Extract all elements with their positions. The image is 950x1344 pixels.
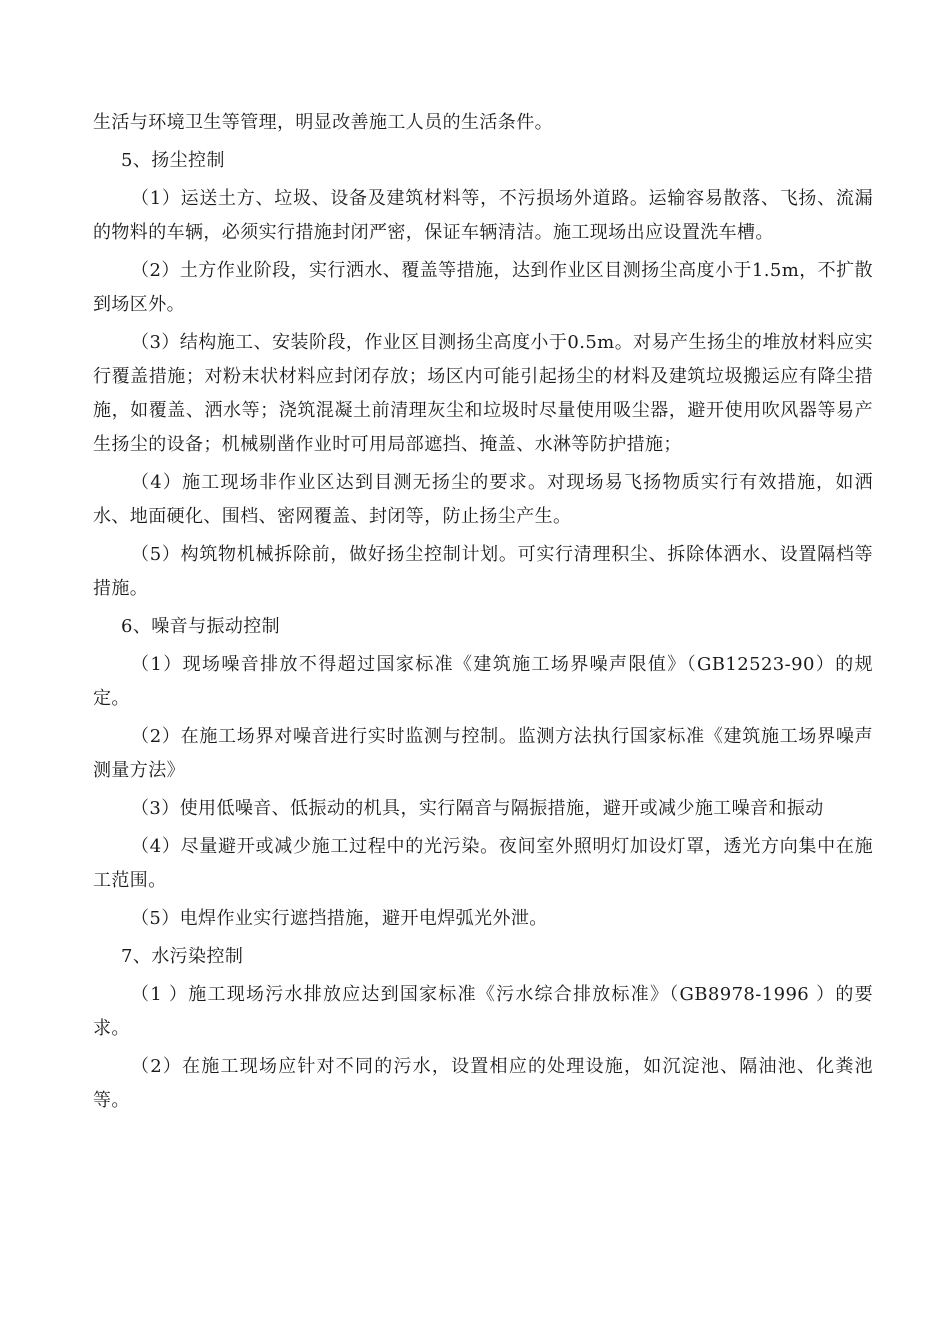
paragraph-dust-5: （5）构筑物机械拆除前，做好扬尘控制计划。可实行清理积尘、拆除体洒水、设置隔档等措施。 <box>93 544 873 599</box>
document-page <box>93 106 873 1122</box>
paragraph-noise-4: （4）尽量避开或减少施工过程中的光污染。夜间室外照明灯加设灯罩，透光方向集中在施工范围。 <box>93 836 873 891</box>
paragraph-dust-2: （2）土方作业阶段，实行洒水、覆盖等措施，达到作业区目测扬尘高度小于1.5m，不扩散到场区外。 <box>93 260 873 315</box>
paragraph-water-2: （2）在施工现场应针对不同的污水，设置相应的处理设施，如沉淀池、隔油池、化粪池等。 <box>93 1056 873 1111</box>
section-heading-noise-control: 6、噪音与振动控制 <box>121 616 281 637</box>
paragraph-noise-1: （1）现场噪音排放不得超过国家标准《建筑施工场界噪声限值》（GB12523-90）的规定。 <box>93 654 873 709</box>
paragraph-intro: 生活与环境卫生等管理，明显改善施工人员的生活条件。 <box>93 112 553 133</box>
paragraph-noise-3: （3）使用低噪音、低振动的机具，实行隔音与隔振措施，避开或减少施工噪音和振动 <box>131 798 824 819</box>
paragraph-dust-3: （3）结构施工、安装阶段，作业区目测扬尘高度小于0.5m。对易产生扬尘的堆放材料应实行覆盖措施；对粉末状材料应封闭存放；场区内可能引起扬尘的材料及建筑垃圾搬运应有降尘措施，如覆盖、洒水等；浇筑混凝土前清理灰尘和垃圾时尽量使用吸尘器，避开使用吹风器等易产生扬尘的设备；机械剔凿作业时可用局部遮挡、掩盖、水淋等防护措施； <box>93 332 873 455</box>
paragraph-noise-2: （2）在施工场界对噪音进行实时监测与控制。监测方法执行国家标准《建筑施工场界噪声测量方法》 <box>93 726 873 781</box>
paragraph-noise-5: （5）电焊作业实行遮挡措施，避开电焊弧光外泄。 <box>131 908 548 929</box>
section-heading-water-control: 7、水污染控制 <box>121 946 244 967</box>
paragraph-dust-1: （1）运送土方、垃圾、设备及建筑材料等，不污损场外道路。运输容易散落、飞扬、流漏的物料的车辆，必须实行措施封闭严密，保证车辆清洁。施工现场出应设置洗车槽。 <box>93 188 873 243</box>
paragraph-dust-4: （4）施工现场非作业区达到目测无扬尘的要求。对现场易飞扬物质实行有效措施，如洒水、地面硬化、围档、密网覆盖、封闭等，防止扬尘产生。 <box>93 472 873 527</box>
paragraph-water-1: （1 ）施工现场污水排放应达到国家标准《污水综合排放标准》（GB8978-1996 ）的要求。 <box>93 984 873 1039</box>
section-heading-dust-control: 5、扬尘控制 <box>121 150 225 171</box>
